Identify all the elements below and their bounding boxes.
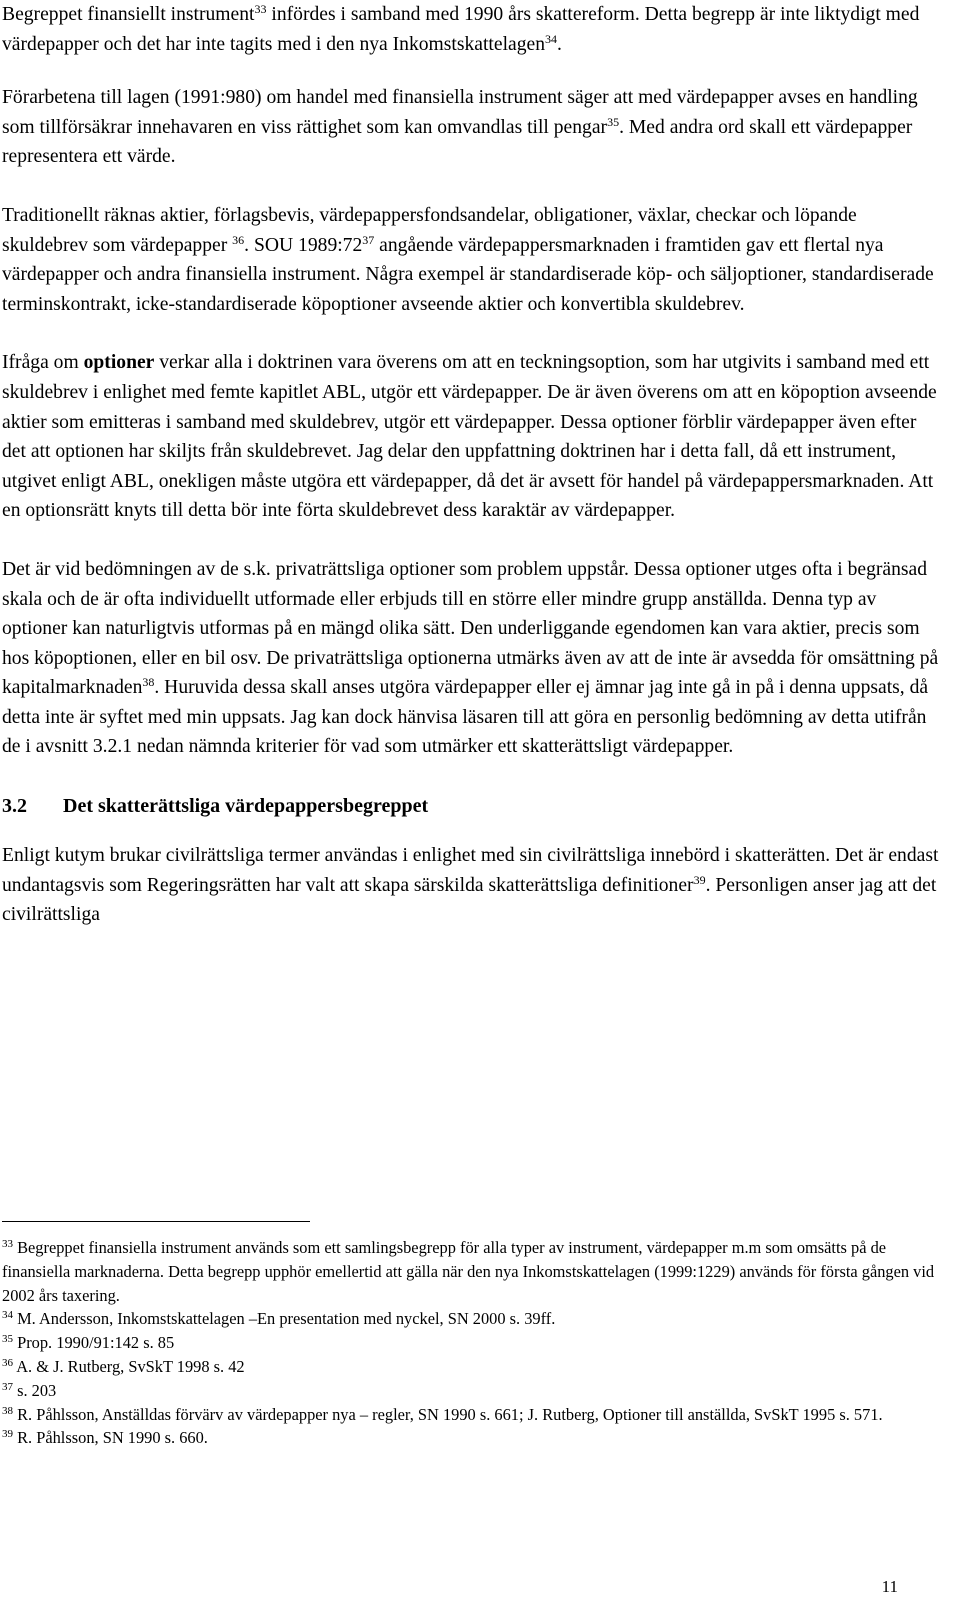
footnote-37: $^{37}$ s. 203	[2, 1380, 57, 1400]
paragraph-tax-definition: Enligt kutym brukar civilrättsliga termer användas i enlighet med sin civilrättsliga innebörd i skatterätten. Det är endast undantagsvis som Regeringsrätten har valt att skapa särskilda skatterättsliga definitioner$^{39}$. Personligen anser jag att det civilrättsliga	[2, 845, 939, 926]
paragraph-traditional-securities: Traditionellt räknas aktier, förlagsbevis, värdepappersfondsandelar, obligationer, växlar, checkar och löpande skuldebrev som värdepapper $^{36}$. SOU $1989:72^{37}$ angående värdepappersmarknaden i framtiden gav ett flertal nya värdepapper och andra finansiella instrument. Några exempel är standardiserade köp- och säljoptioner, standardiserade terminskontrakt, icke-standardiserade köpoptioner avseende aktier och konvertibla skuldebrev.	[2, 204, 934, 315]
section-title: Det skatterättsliga värdepappersbegreppet	[63, 795, 429, 818]
footnotes	[2, 1236, 942, 1450]
footnote-38: $^{38}$ R. Påhlsson, Anställdas förvärv av värdepapper nya – regler, SN 1990 s. 661; J. Rutberg, Optioner till anställda, SvSkT 1995 s. 571.	[2, 1404, 883, 1424]
emphasis-optioner: optioner	[83, 352, 155, 374]
section-heading	[2, 791, 942, 821]
footnote-ref: 37	[362, 232, 375, 247]
section-number: 3.2	[2, 795, 27, 818]
footnote-ref: 33	[254, 2, 267, 16]
paragraph-private-options: Det är vid bedömningen av de s.k. privaträttsliga optioner som problem uppstår. Dessa optioner utges ofta i begränsad skala och de är ofta individuellt utformade eller erbjuds till en större eller mindre grupp anställda. Denna typ av optioner kan naturligtvis utformas på en mängd olika sätt. Den underliggande egendomen kan vara aktier, precis som hos köpoptionen, eller en bil osv. De privaträttsliga optionerna utmärks även av att de inte är avsedda för omsättning på kapitalmarknaden$^{38}$. Huruvida dessa skall anses utgöra värdepapper eller ej ämnar jag inte gå in på i denna uppsats, då detta inte är syftet med min uppsats. Jag kan dock hänvisa läsaren till att göra en personlig bedömning av detta utifrån de i avsnitt 3.2.1 nedan nämnda kriterier för vad som utmärker ett skatterättsligt värdepapper.	[2, 558, 939, 758]
footnote-ref: 36	[232, 232, 245, 247]
footnote-ref: 38	[142, 675, 155, 690]
footnote-33: $^{33}$ Begreppet finansiella instrument används som ett samlingsbegrepp för alla typer av instrument, värdepapper m.m som omsätts på de finansiella marknaderna. Detta begrepp upphör emellertid att gälla när den nya Inkomstskattelagen (1999:1229) används för första gången vid 2002 års taxering.	[2, 1238, 935, 1305]
footnote-34: $^{34}$ M. Andersson, Inkomstskattelagen –En presentation med nyckel, SN 2000 s. 39ff.	[2, 1309, 556, 1329]
paragraph-financial-instrument: Begreppet finansiellt instrument$^{33}$ infördes i samband med 1990 års skattereform. Detta begrepp är inte liktydigt med värdepapper och det har inte tagits med i den nya Inkomstskattelagen$^{34}$.	[2, 2, 920, 55]
footnote-35: $^{35}$ Prop. 1990/91:142 s. 85	[2, 1333, 175, 1353]
footnote-36: $^{36}$ A. & J. Rutberg, SvSkT 1998 s. 42	[2, 1356, 245, 1376]
paragraph-options: Ifråga om optioner verkar alla i doktrinen vara överens om att en teckningsoption, som har utgivits i samband med ett skuldebrev i enlighet med femte kapitlet ABL, utgör ett värdepapper. De är även överens om att en köpoption avseende aktier som emitteras i samband med skuldebrev, utgör ett värdepapper. Dessa optioner förblir värdepapper även efter det att optionen har skiljts från skuldebrevet. Jag delar den uppfattning doktrinen har i detta fall, då ett instrument, utgivet enligt ABL, onekligen måste utgöra ett värdepapper, då det är avsett för handel på värdepappersmarknaden. Att en optionsrätt knyts till detta bör inte förta skuldebrevet dess karaktär av värdepapper.	[2, 352, 937, 522]
paragraph-preparatory-works: Förarbetena till lagen (1991:980) om handel med finansiella instrument säger att med värdepapper avses en handling som tillförsäkrar innehavaren en viss rättighet som kan omvandlas till pengar$^{35}$. Med andra ord skall ett värdepapper representera ett värde.	[2, 87, 918, 168]
document-body	[2, 0, 942, 959]
footnote-ref: 34	[545, 31, 557, 46]
footnote-separator	[2, 1221, 310, 1222]
footnote-ref: 39	[693, 872, 706, 887]
page-number: 11	[881, 1577, 898, 1596]
footnote-ref: 35	[607, 114, 620, 129]
footnote-39: $^{39}$ R. Påhlsson, SN 1990 s. 660.	[2, 1428, 208, 1448]
